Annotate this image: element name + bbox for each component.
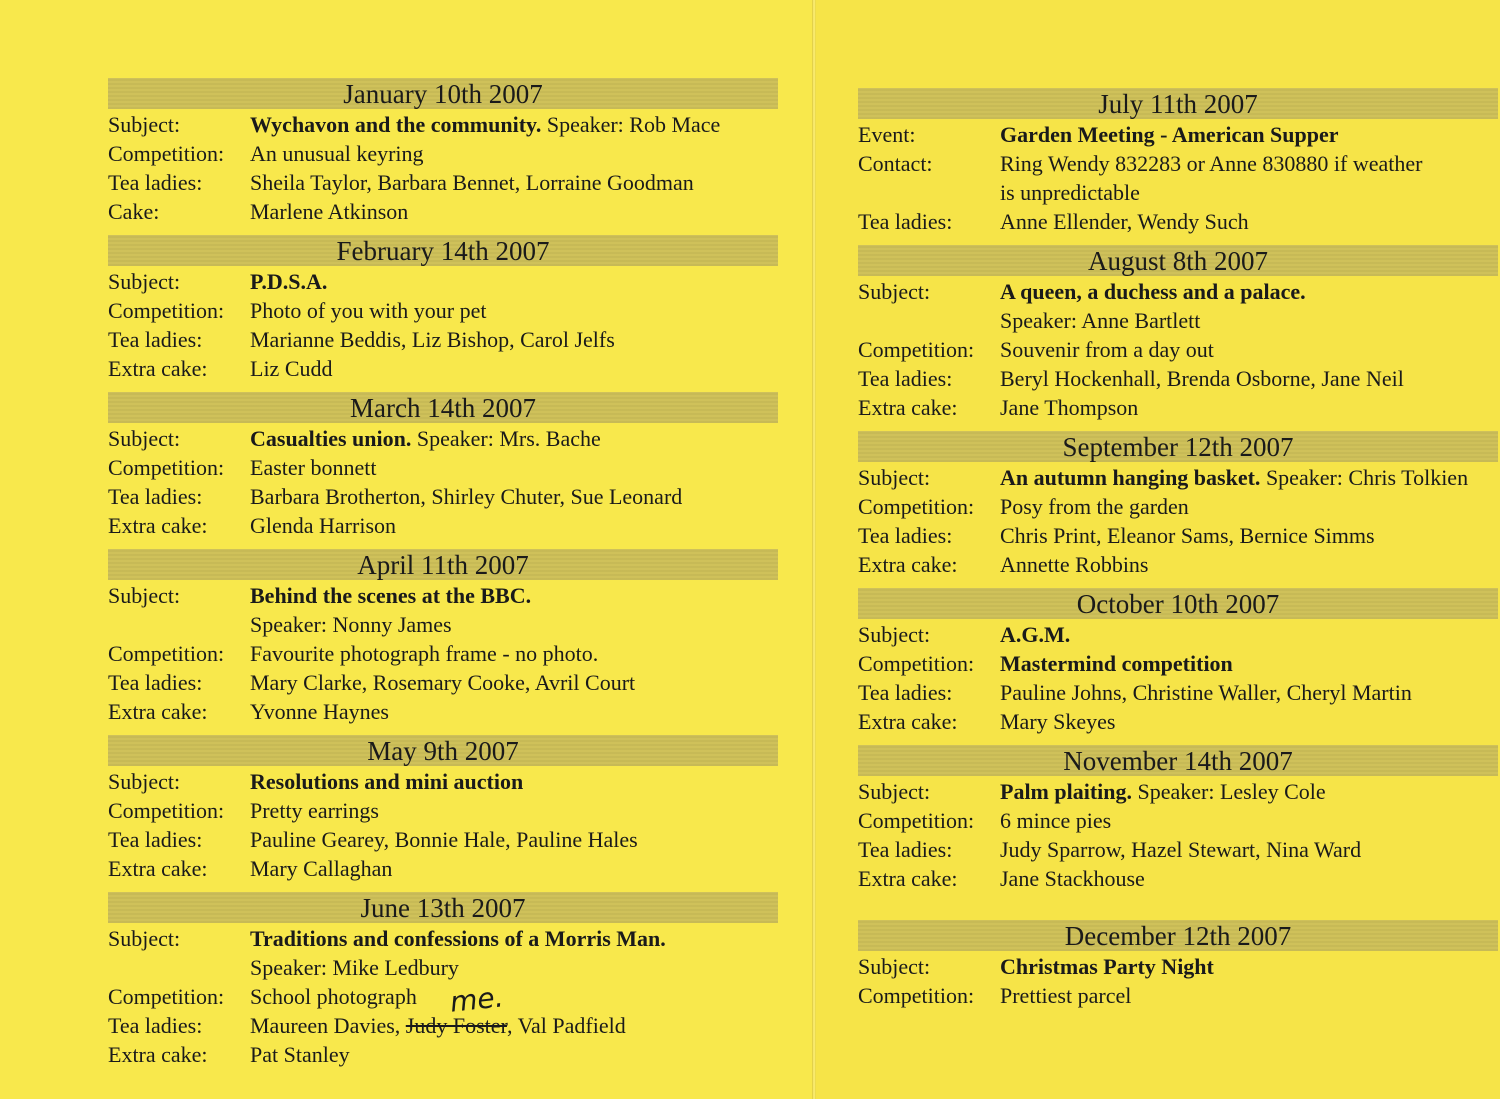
subject-row xyxy=(858,620,1498,649)
subject-label: Subject: xyxy=(858,779,931,804)
subject-row xyxy=(108,110,778,139)
subject-speaker: Speaker: Chris Tolkien xyxy=(1260,465,1469,490)
tea-row xyxy=(858,521,1498,550)
competition-value: 6 mince pies xyxy=(1000,808,1112,833)
extra-cake-value: Annette Robbins xyxy=(1000,552,1149,577)
tea-row xyxy=(108,668,778,697)
tea-label: Tea ladies: xyxy=(108,827,203,852)
subject-label: Subject: xyxy=(108,583,181,608)
subject-row xyxy=(108,767,778,796)
subject-title: P.D.S.A. xyxy=(250,269,328,294)
competition-label: Competition: xyxy=(858,983,975,1008)
event-label: Event: xyxy=(858,122,916,147)
contact-value-2: is unpredictable xyxy=(1000,180,1140,205)
tea-row xyxy=(858,678,1498,707)
subject-speaker: Speaker: Mrs. Bache xyxy=(411,426,601,451)
competition-label: Competition: xyxy=(108,798,225,823)
extra-cake-label: Extra cake: xyxy=(858,709,958,734)
subject-title: Behind the scenes at the BBC. xyxy=(250,583,532,608)
extra-cake-value: Liz Cudd xyxy=(250,356,333,381)
subject-title: A.G.M. xyxy=(1000,622,1071,647)
competition-row xyxy=(108,639,778,668)
subject-label: Subject: xyxy=(108,926,181,951)
june-header: June 13th 2007 xyxy=(108,892,778,923)
tea-value: Beryl Hockenhall, Brenda Osborne, Jane Neil xyxy=(1000,366,1404,391)
competition-label: Competition: xyxy=(858,651,975,676)
competition-row xyxy=(108,296,778,325)
subject-row xyxy=(858,277,1498,306)
subject-speaker: Speaker: Nonny James xyxy=(250,612,452,637)
competition-row xyxy=(108,796,778,825)
tea-value: Pauline Gearey, Bonnie Hale, Pauline Hales xyxy=(250,827,638,852)
event-row xyxy=(858,120,1498,149)
march-section xyxy=(108,392,778,540)
extra-cake-value: Mary Skeyes xyxy=(1000,709,1116,734)
competition-value: Photo of you with your pet xyxy=(250,298,487,323)
tea-row xyxy=(108,482,778,511)
subject-title: A queen, a duchess and a palace. xyxy=(1000,279,1306,304)
competition-label: Competition: xyxy=(108,984,225,1009)
extra-cake-value: Jane Stackhouse xyxy=(1000,866,1145,891)
october-header: October 10th 2007 xyxy=(858,588,1498,619)
extra-cake-row xyxy=(108,511,778,540)
competition-row xyxy=(108,982,778,1011)
tea-row xyxy=(858,364,1498,393)
subject-label: Subject: xyxy=(108,112,181,137)
may-header: May 9th 2007 xyxy=(108,735,778,766)
extra-cake-value: Pat Stanley xyxy=(250,1042,350,1067)
right-column xyxy=(858,88,1498,1019)
competition-row xyxy=(858,806,1498,835)
december-header: December 12th 2007 xyxy=(858,920,1498,951)
september-section xyxy=(858,431,1498,579)
extra-cake-label: Extra cake: xyxy=(858,866,958,891)
tea-value: Maureen Davies, xyxy=(250,1013,406,1038)
competition-label: Competition: xyxy=(858,808,975,833)
tea-label: Tea ladies: xyxy=(858,209,953,234)
competition-row xyxy=(108,453,778,482)
competition-row xyxy=(108,139,778,168)
extra-cake-label: Extra cake: xyxy=(108,856,208,881)
page-fold xyxy=(812,0,816,1099)
subject-speaker-row xyxy=(108,610,778,639)
subject-row xyxy=(108,267,778,296)
extra-cake-label: Extra cake: xyxy=(858,552,958,577)
tea-label: Tea ladies: xyxy=(108,1013,203,1038)
subject-title: Traditions and confessions of a Morris Man. xyxy=(250,926,666,951)
tea-value-rest: , Val Padfield xyxy=(506,1013,626,1038)
tea-label: Tea ladies: xyxy=(108,670,203,695)
tea-value: Mary Clarke, Rosemary Cooke, Avril Court xyxy=(250,670,636,695)
contact-row-2 xyxy=(858,178,1498,207)
contact-value: Ring Wendy 832283 or Anne 830880 if weather xyxy=(1000,151,1423,176)
extra-cake-label: Extra cake: xyxy=(108,1042,208,1067)
subject-title: Casualties union. xyxy=(250,426,412,451)
tea-value: Pauline Johns, Christine Waller, Cheryl Martin xyxy=(1000,680,1412,705)
february-section xyxy=(108,235,778,383)
competition-row xyxy=(858,492,1498,521)
competition-label: Competition: xyxy=(108,455,225,480)
june-section xyxy=(108,892,778,1069)
competition-row xyxy=(858,981,1498,1010)
may-section xyxy=(108,735,778,883)
tea-label: Tea ladies: xyxy=(858,680,953,705)
subject-label: Subject: xyxy=(108,426,181,451)
spacer xyxy=(858,902,1498,920)
july-header: July 11th 2007 xyxy=(858,88,1498,119)
cake-label: Cake: xyxy=(108,199,160,224)
subject-row xyxy=(108,424,778,453)
extra-cake-row xyxy=(108,697,778,726)
extra-cake-value: Mary Callaghan xyxy=(250,856,393,881)
subject-row xyxy=(108,581,778,610)
competition-value: Souvenir from a day out xyxy=(1000,337,1214,362)
competition-label: Competition: xyxy=(108,298,225,323)
extra-cake-label: Extra cake: xyxy=(858,395,958,420)
tea-value: Anne Ellender, Wendy Such xyxy=(1000,209,1249,234)
tea-row xyxy=(108,325,778,354)
competition-row xyxy=(858,649,1498,678)
extra-cake-row xyxy=(858,707,1498,736)
subject-speaker: Speaker: Anne Bartlett xyxy=(1000,308,1201,333)
subject-label: Subject: xyxy=(858,954,931,979)
tea-value: Marianne Beddis, Liz Bishop, Carol Jelfs xyxy=(250,327,615,352)
subject-title: Resolutions and mini auction xyxy=(250,769,524,794)
september-header: September 12th 2007 xyxy=(858,431,1498,462)
november-section xyxy=(858,745,1498,893)
competition-value: Posy from the garden xyxy=(1000,494,1189,519)
march-header: March 14th 2007 xyxy=(108,392,778,423)
competition-value: Prettiest parcel xyxy=(1000,983,1132,1008)
august-section xyxy=(858,245,1498,422)
tea-value: Judy Sparrow, Hazel Stewart, Nina Ward xyxy=(1000,837,1362,862)
extra-cake-value: Glenda Harrison xyxy=(250,513,397,538)
extra-cake-row xyxy=(108,854,778,883)
subject-speaker: Speaker: Mike Ledbury xyxy=(250,955,459,980)
tea-label: Tea ladies: xyxy=(858,366,953,391)
november-header: November 14th 2007 xyxy=(858,745,1498,776)
subject-label: Subject: xyxy=(108,269,181,294)
tea-row xyxy=(108,168,778,197)
subject-speaker-row xyxy=(108,953,778,982)
extra-cake-row xyxy=(858,864,1498,893)
extra-cake-value: Yvonne Haynes xyxy=(250,699,389,724)
competition-value: An unusual keyring xyxy=(250,141,424,166)
october-section xyxy=(858,588,1498,736)
subject-speaker-row xyxy=(858,306,1498,335)
subject-row xyxy=(858,463,1498,492)
handwritten-note: me. xyxy=(448,980,505,1019)
contact-row xyxy=(858,149,1498,178)
left-column xyxy=(108,78,778,1078)
subject-row xyxy=(858,777,1498,806)
subject-label: Subject: xyxy=(858,465,931,490)
tea-row xyxy=(108,825,778,854)
contact-label: Contact: xyxy=(858,151,933,176)
tea-label: Tea ladies: xyxy=(108,327,203,352)
subject-label: Subject: xyxy=(858,279,931,304)
subject-title: Palm plaiting. xyxy=(1000,779,1133,804)
august-header: August 8th 2007 xyxy=(858,245,1498,276)
extra-cake-value: Jane Thompson xyxy=(1000,395,1139,420)
tea-row xyxy=(108,1011,778,1040)
competition-value: Easter bonnett xyxy=(250,455,377,480)
event-value: Garden Meeting - American Supper xyxy=(1000,122,1339,147)
tea-row xyxy=(858,207,1498,236)
competition-row xyxy=(858,335,1498,364)
competition-label: Competition: xyxy=(108,141,225,166)
tea-label: Tea ladies: xyxy=(858,837,953,862)
subject-row xyxy=(108,924,778,953)
extra-cake-row xyxy=(858,393,1498,422)
tea-label: Tea ladies: xyxy=(108,484,203,509)
competition-value: Favourite photograph frame - no photo. xyxy=(250,641,599,666)
extra-cake-row xyxy=(858,550,1498,579)
tea-label: Tea ladies: xyxy=(108,170,203,195)
extra-cake-label: Extra cake: xyxy=(108,356,208,381)
competition-label: Competition: xyxy=(858,494,975,519)
subject-title: An autumn hanging basket. xyxy=(1000,465,1261,490)
december-section xyxy=(858,920,1498,1010)
extra-cake-label: Extra cake: xyxy=(108,513,208,538)
competition-value: Mastermind competition xyxy=(1000,651,1233,676)
tea-value: Barbara Brotherton, Shirley Chuter, Sue Leonard xyxy=(250,484,683,509)
july-section xyxy=(858,88,1498,236)
subject-label: Subject: xyxy=(858,622,931,647)
tea-value: Sheila Taylor, Barbara Bennet, Lorraine Goodman xyxy=(250,170,694,195)
struck-name: Judy Foster xyxy=(405,1013,507,1038)
competition-value: Pretty earrings xyxy=(250,798,379,823)
cake-value: Marlene Atkinson xyxy=(250,199,409,224)
extra-cake-row xyxy=(108,354,778,383)
subject-speaker: Speaker: Lesley Cole xyxy=(1132,779,1326,804)
april-header: April 11th 2007 xyxy=(108,549,778,580)
tea-label: Tea ladies: xyxy=(858,523,953,548)
subject-title: Wychavon and the community. xyxy=(250,112,542,137)
subject-speaker: Speaker: Rob Mace xyxy=(541,112,721,137)
cake-row xyxy=(108,197,778,226)
subject-title: Christmas Party Night xyxy=(1000,954,1214,979)
competition-label: Competition: xyxy=(108,641,225,666)
competition-value: School photograph xyxy=(250,984,417,1009)
tea-value: Chris Print, Eleanor Sams, Bernice Simms xyxy=(1000,523,1375,548)
subject-label: Subject: xyxy=(108,769,181,794)
april-section xyxy=(108,549,778,726)
january-section xyxy=(108,78,778,226)
extra-cake-row xyxy=(108,1040,778,1069)
extra-cake-label: Extra cake: xyxy=(108,699,208,724)
january-header: January 10th 2007 xyxy=(108,78,778,109)
subject-row xyxy=(858,952,1498,981)
tea-row xyxy=(858,835,1498,864)
competition-label: Competition: xyxy=(858,337,975,362)
february-header: February 14th 2007 xyxy=(108,235,778,266)
